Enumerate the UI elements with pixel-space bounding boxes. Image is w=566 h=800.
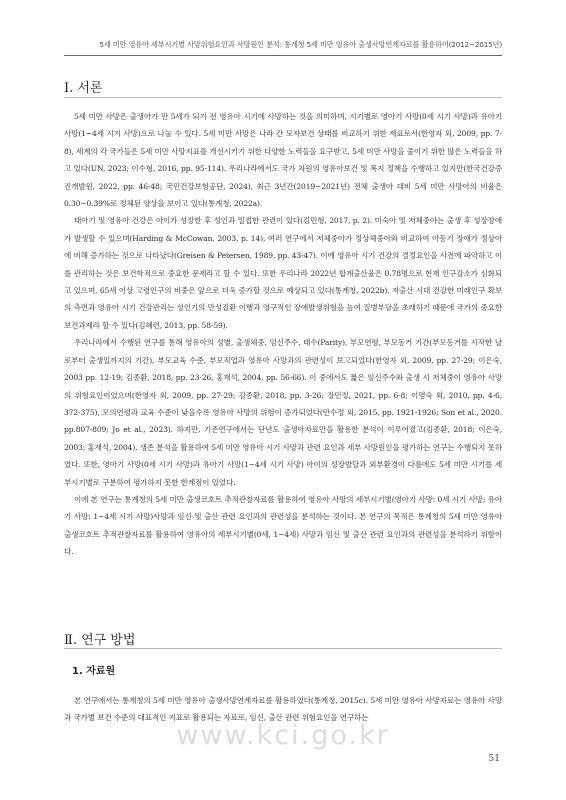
header-divider bbox=[64, 55, 502, 56]
paragraph: 본 연구에서는 통계청의 5세 미만 영유아 출생사망연계자료를 활용하였다(통계청, 2015c). 5세 미만 영유아 사망자료는 영유아 사망과 국가별 보건 수준의 대표적인 지표로 활용되는 자료로, 임신, 출산 관련 위험요인을 연구하는 bbox=[64, 696, 502, 723]
paragraph: 태아기 및 영유아 건강은 아이가 성장한 후 성인과 밀접한 관련이 있다(김민형, 2017, p. 2). 미숙아 및 저체중아는 출생 후 성장장애가 발생할 수 있으며(Harding & McCowan, 2003, p. 14), 여러 연구에서 저체중아가 정상체중아와 비교하여 아동기 장애가 정상아에 비해 증가하는 것으로 나타났다(Greisen & Petersen, 1989, pp. 43-47). 이에 영유아 시기 건강의 결정요인을 사전에 파악하고 이를 관리하는 것은 보건학적으로 중요한 문제라고 할 수 있다. 또한 우리나라 2022년 합계출산율은 0.78명으로 현재 인구감소가 심화되고 있으며, 65세 이상 고령인구의 비중은 앞으로 더욱 증가할 것으로 예상되고 있다(통계청, 2022b). 저출산 시대 건강한 미래인구 확보의 측면과 영유아 시기 건강관리는 성인기의 만성질환 이행과 영구적인 장애발생위험을 높여 질병부담을 초래하기 때문에 국가의 중요한 보건과제라 할 수 있다(김혜련, 2013, pp. 58-59). bbox=[64, 216, 502, 330]
subsection-title-data-source: 1. 자료원 bbox=[72, 666, 116, 677]
running-header: 5세 미만 영유아 세부시기별 사망위험요인과 사망원인 분석: 통계청 5세 미만 영유아 출생사망연계자료를 활용하여(2012~2015년) bbox=[99, 40, 502, 49]
introduction-body bbox=[64, 108, 502, 561]
watermark: www.kci.go.kr bbox=[176, 720, 390, 751]
paragraph: 이에 본 연구는 통계청의 5세 미만 출생코호트 추적관찰자료를 활용하여 영유아 사망의 세부시기별(영아기 사망: 0세 시기 사망; 유아기 사망: 1~4세 시기 사망)사망과 임신 및 출산 관련 요인과의 관련성을 분석하는 것이다. 본 연구의 목적은 통계청의 5세 미만 영유아 출생코호트 추적관찰자료를 활용하여 영유아의 세부시기별(0세, 1~4세) 사망과 임신 및 출산 관련 요인과의 관련성을 분석하기 위함이다. bbox=[64, 494, 503, 557]
paragraph: 우리나라에서 수행된 연구를 통해 영유아의 성별, 출생체중, 임신주수, 태수(Parity), 부모연령, 부모동거 기간(부모동거를 시작한 날로부터 출생일까지의 기간), 부모교육 수준, 부모직업과 영유아 사망과의 관련성이 보고되었다(한영자 외, 2009, pp. 27-29; 이은숙, 2003 pp. 12-19; 김종환, 2018, pp. 23-26, 홍재석, 2004, pp. 56-66). 이 중에서도 짧은 임신주수와 출생 시 저체중이 영유아 사망의 위험요인이었으며(한영자 외, 2009, pp. 27-29; 김종환, 2018, pp. 3-26; 장민정, 2021, pp. 6-8; 이명숙 외, 2010, pp. 4-6, 372-375), 모의연령과 교육 수준이 낮을수록 영유아 사망의 위험이 증가되었다(안수정 외, 2015, pp. 1921-1926; Son et al., 2020. pp.807-809; Jo et al., 2023). 하지만, 기존연구에서는 단년도 출생아자료만을 활용한 분석이 이루어졌고(김종환, 2018; 이은숙, 2003; 홍재석, 2004), 생존 분석을 활용하여 5세 미만 영유아 시기 사망과 관련 요인과 세부 사망원인을 평가하는 연구는 수행되지 못하였다. 또한, 영아기 사망(0세 시기 사망)과 유아기 사망(1~4세 시기 사망) 아이의 성장발달과 외부환경이 다름에도 5세 미만 시기를 세부시기별로 구분하여 평가하지 못한 한계점이 있었다. bbox=[64, 338, 502, 487]
section-divider bbox=[64, 97, 502, 98]
page-number: 51 bbox=[488, 754, 500, 764]
paragraph: 5세 미만 사망은 출생아가 만 5세가 되기 전 영유아 시기에 사망하는 것을 의미하며, 시기별로 영아기 사망(0세 시기 사망)과 유아기 사망(1~4세 시기 사망)으로 나눌 수 있다. 5세 미만 사망은 나라 간 모자보건 상태를 비교하기 위한 제표로서(한영자 외, 2009, pp. 7-8), 세계의 각 국가들은 5세 미만 사망지표를 개선시키기 위한 다양한 노력들을 요구받고, 5세 미만 사망을 줄이기 위한 많은 노력들을 하고 있다(UN, 2023; 이수형, 2016, pp. 95-114). 우리나라에서도 국가 차원의 영유아보건 및 복지 정책을 수행하고 있지만(한국건강증진개발원, 2022, pp. 46-48; 국민건강보험공단, 2024), 최근 3년간(2019~2021년) 전체 출생아 대비 5세 미만 사망아의 비율은 0.30~0.39%로 정체된 양상을 보이고 있다(통계청, 2022a). bbox=[64, 112, 502, 209]
section-title-introduction: Ⅰ. 서론 bbox=[64, 81, 103, 96]
section-title-methods: Ⅱ. 연구 방법 bbox=[64, 633, 136, 648]
section-divider bbox=[64, 648, 502, 649]
